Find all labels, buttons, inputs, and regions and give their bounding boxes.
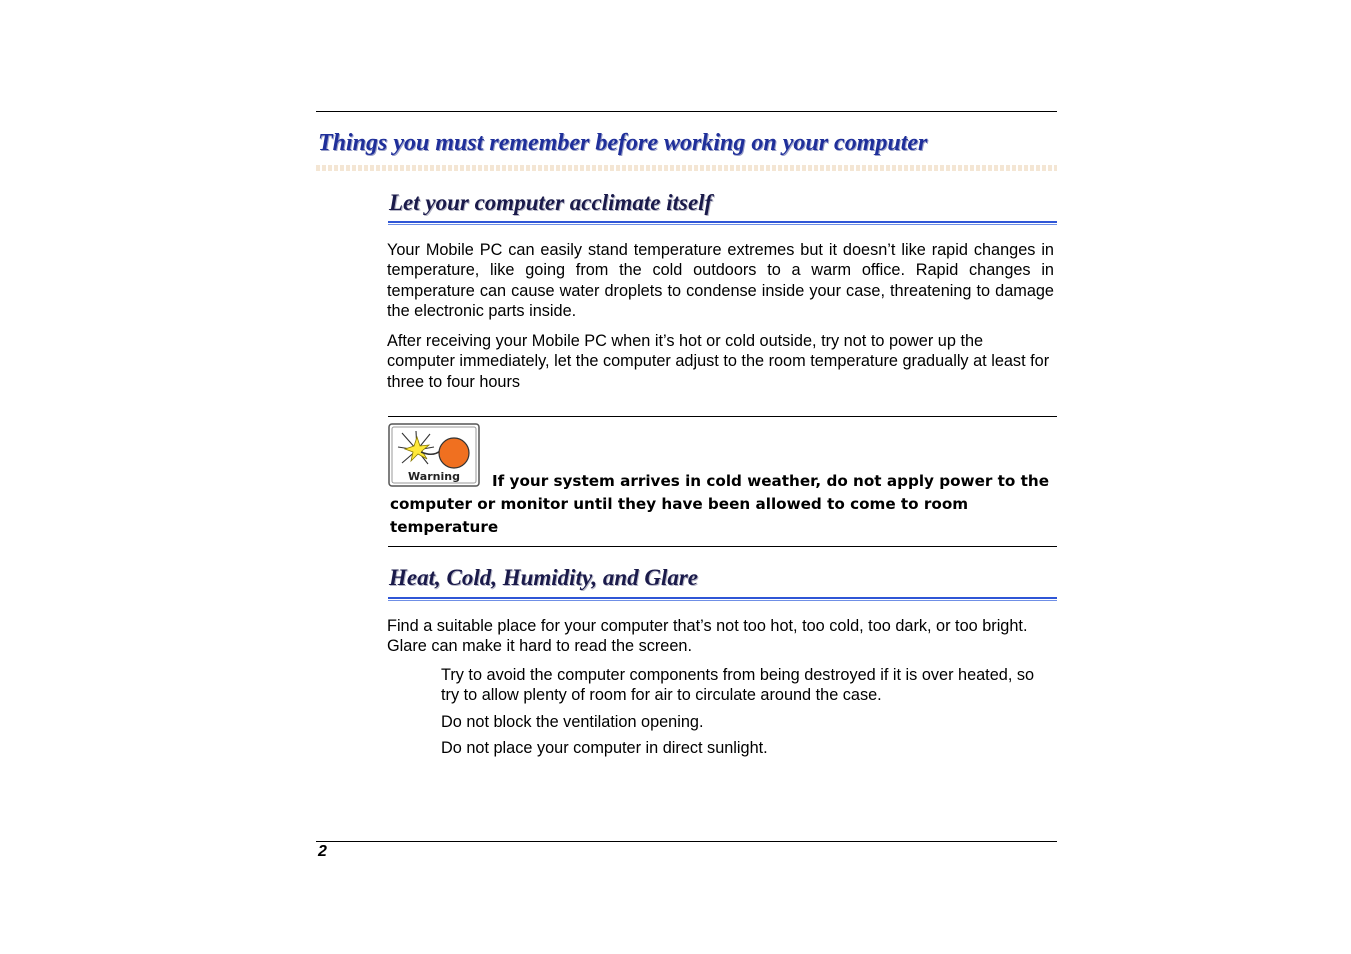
warning-bottom-rule: [388, 546, 1057, 547]
paragraph-heat-1: Find a suitable place for your computer that’s not too hot, too cold, too dark, or too bright. Glare can make it hard to read the screen.: [387, 617, 1028, 656]
title-underline: [316, 165, 1057, 171]
paragraph-acclimate-2: After receiving your Mobile PC when it’s hot or cold outside, try not to power up the computer immediately, let the computer adjust to the room temperature gradually at least for three to four hours: [387, 332, 1050, 391]
list-item: Do not place your computer in direct sunlight.: [441, 739, 768, 757]
section-heading-heat: Heat, Cold, Humidity, and Glare: [389, 565, 699, 590]
page-number: 2: [318, 843, 327, 860]
list-item: Try to avoid the computer components from being destroyed if it is over heated, so try to allow plenty of room for air to circulate around the case.: [441, 666, 1035, 705]
list-item: Do not block the ventilation opening.: [441, 713, 704, 731]
section-rule-acclimate: [388, 221, 1057, 225]
warning-text: If your system arrives in cold weather, do not apply power to the computer or monitor until they have been allowed to come to room temperature: [390, 472, 1049, 536]
paragraph-acclimate-1: Your Mobile PC can easily stand temperature extremes but it doesn’t like rapid changes in temperature, like going from the cold outdoors to a warm office. Rapid changes in temperature can cause water droplets to condense inside your case, threatening to damage the electronic parts inside.: [387, 241, 1054, 321]
header-rule: [316, 111, 1057, 112]
section-rule-heat: [388, 597, 1057, 601]
footer-rule: [316, 841, 1057, 842]
warning-icon-label: Warning: [408, 470, 460, 483]
section-heading-acclimate: Let your computer acclimate itself: [389, 190, 713, 215]
warning-top-rule: [388, 416, 1057, 417]
page-title: Things you must remember before working on your computer: [318, 130, 928, 156]
